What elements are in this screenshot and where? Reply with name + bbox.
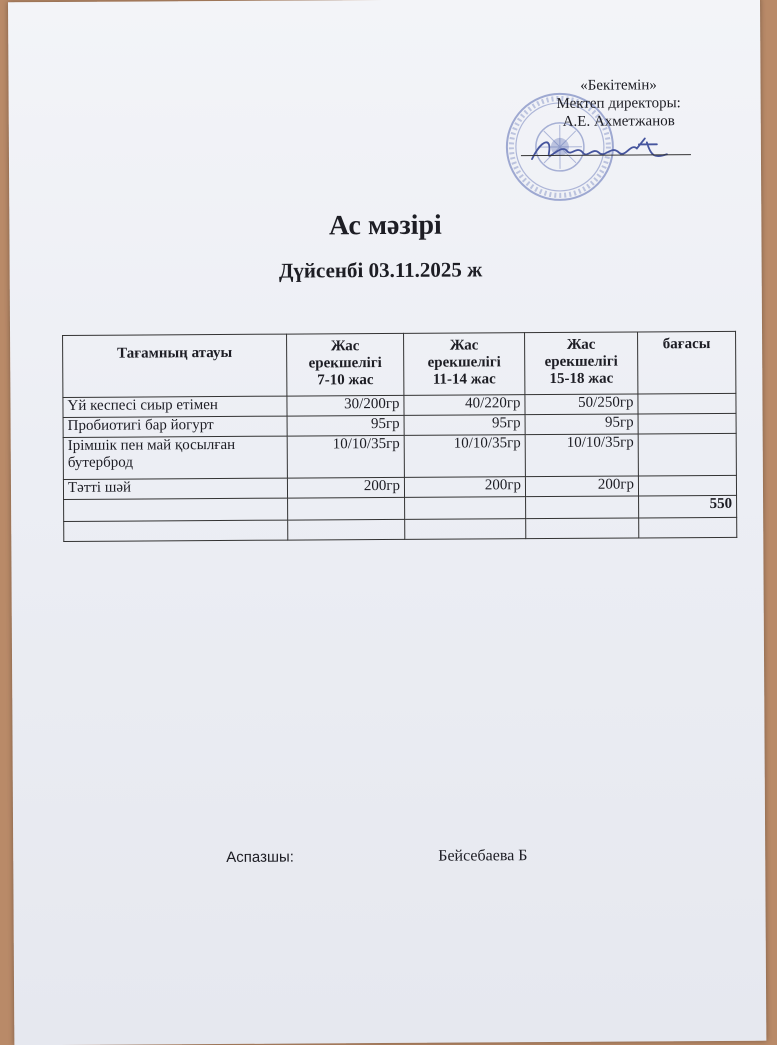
header-price: бағасы xyxy=(638,331,736,394)
dish-name: Ірімшік пен май қосылған бутерброд xyxy=(63,436,287,479)
portion-15-18: 50/250гр xyxy=(525,394,638,415)
document-title: Ас мәзірі xyxy=(9,208,761,245)
header-age-11-14: Жас ерекшелігі 11-14 жас xyxy=(404,333,525,396)
cook-name: Бейсебаева Б xyxy=(438,847,527,866)
dish-name: Тәтті шәй xyxy=(63,478,287,499)
portion-15-18 xyxy=(526,518,639,539)
header-dish-name: Тағамның атауы xyxy=(63,334,287,397)
total-price: 550 xyxy=(639,495,737,518)
portion-15-18: 95гр xyxy=(525,414,638,435)
portion-7-10: 200гр xyxy=(287,477,404,498)
portion-7-10: 10/10/35гр xyxy=(287,435,404,478)
price-cell xyxy=(638,393,736,414)
dish-name: Үй кеспесі сиыр етімен xyxy=(63,396,287,417)
approval-block xyxy=(528,76,708,131)
portion-7-10 xyxy=(288,519,405,540)
dish-name: Пробиотигі бар йогурт xyxy=(63,416,287,437)
header-age-7-10: Жас ерекшелігі 7-10 жас xyxy=(287,333,404,396)
approval-heading: «Бекітемін» xyxy=(528,76,708,95)
portion-15-18: 10/10/35гр xyxy=(525,434,638,477)
portion-11-14: 95гр xyxy=(404,415,525,436)
document-page xyxy=(8,0,766,1045)
price-cell xyxy=(638,413,736,434)
menu-table xyxy=(62,331,737,542)
portion-15-18 xyxy=(526,496,639,519)
approval-director-name: А.Е. Ахметжанов xyxy=(529,112,709,131)
dish-name xyxy=(64,520,288,541)
portion-7-10 xyxy=(288,497,405,520)
portion-15-18: 200гр xyxy=(525,476,638,497)
header-age-15-18: Жас ерекшелігі 15-18 жас xyxy=(525,332,638,395)
price-cell xyxy=(638,475,736,496)
table-row xyxy=(63,433,736,479)
approval-position: Мектеп директоры: xyxy=(529,94,709,113)
price-cell xyxy=(638,433,736,476)
document-date: Дүйсенбі 03.11.2025 ж xyxy=(5,256,757,286)
portion-11-14: 10/10/35гр xyxy=(404,435,525,478)
director-signature xyxy=(527,130,677,171)
table-row xyxy=(64,517,737,541)
portion-11-14 xyxy=(405,519,526,540)
table-header-row xyxy=(63,331,736,397)
portion-7-10: 95гр xyxy=(287,415,404,436)
portion-11-14: 40/220гр xyxy=(404,395,525,416)
portion-11-14: 200гр xyxy=(404,477,525,498)
portion-7-10: 30/200гр xyxy=(287,395,404,416)
cook-label: Аспазшы: xyxy=(226,849,294,866)
price-cell xyxy=(639,517,737,538)
portion-11-14 xyxy=(405,497,526,520)
dish-name xyxy=(64,498,288,521)
